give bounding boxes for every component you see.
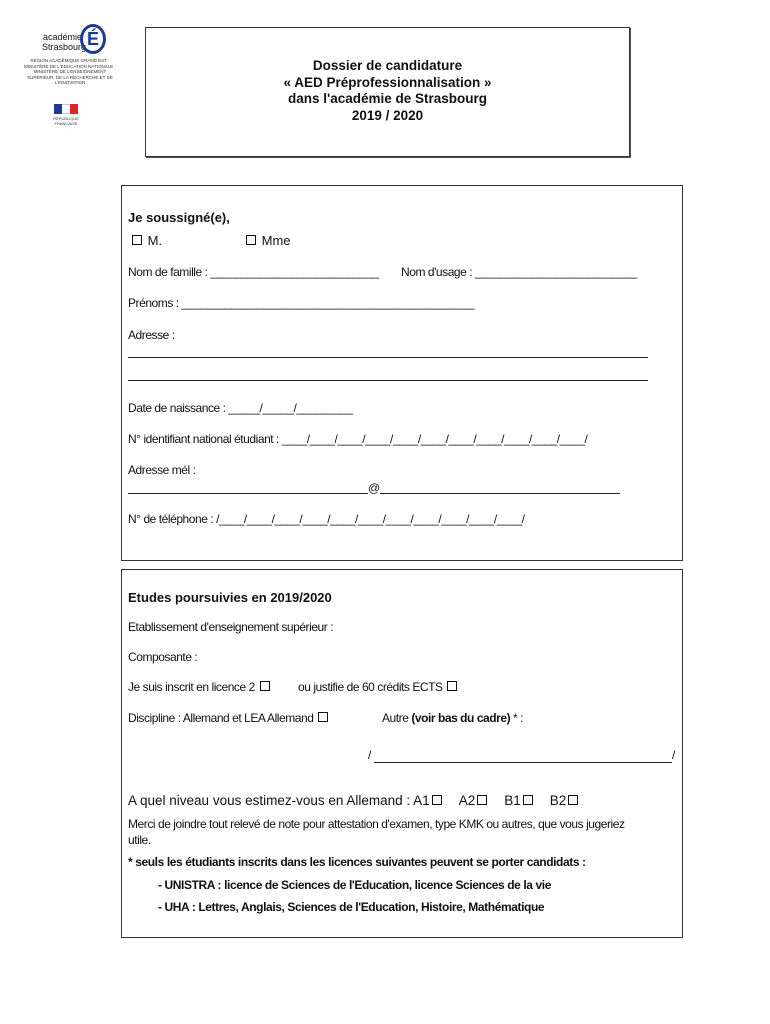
academie-logo bbox=[22, 20, 118, 130]
checkbox-m[interactable] bbox=[132, 235, 142, 245]
flag-caption: RÉPUBLIQUE FRANÇAISE bbox=[53, 116, 79, 126]
mel-label: Adresse mél : bbox=[128, 463, 196, 477]
telephone-field[interactable]: N° de téléphone : /____/____/____/____/____/____/____/____/____/____/____/ bbox=[128, 512, 525, 526]
studies-section bbox=[121, 569, 683, 938]
adresse-label: Adresse : bbox=[128, 328, 175, 342]
unistra-note: - UNISTRA : licence de Sciences de l'Education, licence Sciences de la vie bbox=[158, 878, 551, 892]
discipline-label: Discipline : Allemand et LEA Allemand bbox=[128, 711, 314, 725]
title-line-3: dans l'académie de Strasbourg bbox=[287, 91, 488, 106]
mel-at-sign: @ bbox=[368, 481, 381, 495]
nom-famille-field[interactable]: Nom de famille : ___________________________ bbox=[128, 265, 379, 279]
etablissement-field[interactable]: Etablissement d'enseignement supérieur : bbox=[128, 620, 334, 634]
autre-bold-note: (voir bas du cadre) bbox=[411, 711, 511, 725]
autre-slash-open: / bbox=[368, 748, 372, 762]
checkbox-licence2[interactable] bbox=[260, 681, 270, 691]
identity-heading: Je soussigné(e), bbox=[128, 210, 230, 225]
b2-label: B2 bbox=[549, 793, 567, 808]
gender-mme-option[interactable] bbox=[244, 233, 291, 248]
checkbox-a1[interactable] bbox=[432, 795, 442, 805]
ine-field[interactable]: N° identifiant national étudiant : ____/____/____/____/____/____/____/____/____/____/____/ bbox=[128, 432, 588, 446]
logo-brand-line2: Strasbourg bbox=[42, 42, 87, 52]
merci-line-2: utile. bbox=[128, 833, 151, 847]
mel-user-line[interactable] bbox=[128, 493, 368, 494]
adresse-line-1[interactable] bbox=[128, 357, 648, 358]
title-line-2: « AED Préprofessionnalisation » bbox=[283, 74, 492, 90]
autre-slash-close: / bbox=[672, 748, 676, 762]
checkbox-b2[interactable] bbox=[568, 795, 578, 805]
title-line-4: 2019 / 2020 bbox=[351, 107, 424, 123]
uha-note: - UHA : Lettres, Anglais, Sciences de l'Education, Histoire, Mathématique bbox=[158, 900, 545, 914]
checkbox-ects[interactable] bbox=[447, 681, 457, 691]
eligibility-note: * seuls les étudiants inscrits dans les licences suivantes peuvent se porter candidats : bbox=[128, 855, 586, 869]
ects-option[interactable] bbox=[298, 680, 459, 694]
merci-line-1: Merci de joindre tout relevé de note pour attestation d'examen, type KMK ou autres, que vous jugeriez bbox=[128, 817, 625, 831]
autre-label: Autre bbox=[382, 711, 409, 725]
niveau-row bbox=[128, 793, 580, 808]
niveau-label: A quel niveau vous estimez-vous en Allemand : A1 bbox=[128, 793, 430, 808]
discipline-option[interactable] bbox=[128, 711, 330, 725]
title-box bbox=[145, 27, 630, 157]
logo-brand-line1: académie bbox=[42, 32, 82, 42]
checkbox-a2[interactable] bbox=[477, 795, 487, 805]
adresse-line-2[interactable] bbox=[128, 380, 648, 381]
composante-field[interactable]: Composante : bbox=[128, 650, 198, 664]
nom-usage-field[interactable]: Nom d'usage : __________________________ bbox=[401, 265, 637, 279]
a2-label: A2 bbox=[458, 793, 476, 808]
licence2-label: Je suis inscrit en licence 2 bbox=[128, 680, 255, 694]
gender-m-label: M. bbox=[147, 233, 163, 248]
autre-suffix: * : bbox=[513, 711, 524, 725]
french-flag-icon bbox=[54, 104, 78, 114]
ects-label: ou justifie de 60 crédits ECTS bbox=[298, 680, 443, 694]
checkbox-b1[interactable] bbox=[523, 795, 533, 805]
date-naissance-field[interactable]: Date de naissance : _____/_____/_________ bbox=[128, 401, 353, 415]
b1-label: B1 bbox=[504, 793, 521, 808]
logo-brand bbox=[42, 32, 87, 52]
logo-subtext: RÉGION ACADÉMIQUE GRAND EST · MINISTÈRE DE L'ÉDUCATION NATIONALE · MINISTÈRE DE L'ENSEIGNEMENT SUPÉRIEUR, DE LA RECHERCHE ET DE L'INNOVATION bbox=[24, 58, 116, 85]
autre-option bbox=[382, 711, 523, 725]
prenoms-field[interactable]: Prénoms : _______________________________________________ bbox=[128, 296, 475, 310]
checkbox-mme[interactable] bbox=[246, 235, 256, 245]
identity-section bbox=[121, 185, 683, 561]
gender-m-option[interactable] bbox=[130, 233, 162, 248]
checkbox-allemand[interactable] bbox=[318, 712, 328, 722]
autre-input-line[interactable] bbox=[374, 762, 672, 763]
academie-e-icon: É bbox=[80, 24, 106, 54]
licence2-option[interactable] bbox=[128, 680, 272, 694]
mel-domain-line[interactable] bbox=[380, 493, 620, 494]
studies-heading: Etudes poursuivies en 2019/2020 bbox=[128, 590, 332, 605]
gender-mme-label: Mme bbox=[261, 233, 291, 248]
title-line-1: Dossier de candidature bbox=[312, 58, 463, 73]
